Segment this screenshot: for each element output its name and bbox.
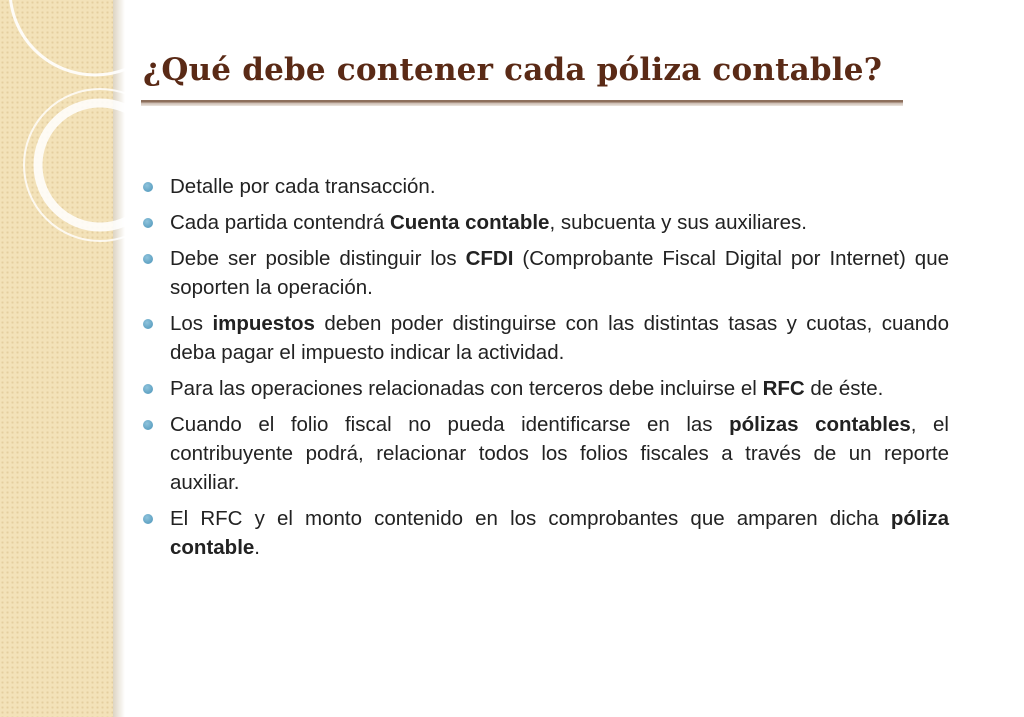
bullet-bold-text: póliza contable [170,507,949,559]
bullet-dot-icon [143,514,153,524]
bullet-item [143,208,949,237]
bullet-list [143,172,949,569]
title-underline [141,100,903,106]
bullet-item [143,309,949,367]
bullet-text: Los [170,312,213,335]
bullet-bold-text: Cuenta contable [389,211,550,234]
bullet-dot-icon [143,384,153,394]
bullet-bold-text: CFDI [465,247,514,270]
bullet-text: deben poder distinguirse con las distintas tasas y cuotas, cuando deba pagar el impuesto indicar la actividad. [170,312,949,364]
bullet-text: (Comprobante Fiscal Digital por Internet) que soporten la operación. [170,247,949,299]
bullet-bold-text: RFC [762,377,805,400]
bullet-item [143,410,949,497]
bullet-dot-icon [143,319,153,329]
bullet-text: Detalle por cada transacción. [170,175,436,198]
bullet-text: Cuando el folio fiscal no pueda identificarse en las [170,413,730,436]
bullet-text: , subcuenta y sus auxiliares. [549,211,807,234]
bullet-item [143,172,949,201]
bullet-bold-text: impuestos [212,312,315,335]
bullet-text: , el contribuyente podrá, relacionar todos los folios fiscales a través de un reporte auxiliar. [170,413,949,494]
slide-title: ¿Qué debe contener cada póliza contable? [143,52,883,88]
bullet-text: El RFC y el monto contenido en los comprobantes que amparen dicha [170,507,891,530]
bullet-dot-icon [143,182,153,192]
bullet-dot-icon [143,254,153,264]
bullet-item [143,504,949,562]
bullet-text: Para las operaciones relacionadas con terceros debe incluirse el [170,377,763,400]
bullet-item [143,374,949,403]
bullet-dot-icon [143,420,153,430]
bullet-text: de éste. [804,377,884,400]
bullet-item [143,244,949,302]
bullet-text: . [254,536,260,559]
bullet-text: Debe ser posible distinguir los [170,247,466,270]
bullet-bold-text: pólizas contables [729,413,911,436]
bullet-text: Cada partida contendrá [170,211,390,234]
bullet-dot-icon [143,218,153,228]
